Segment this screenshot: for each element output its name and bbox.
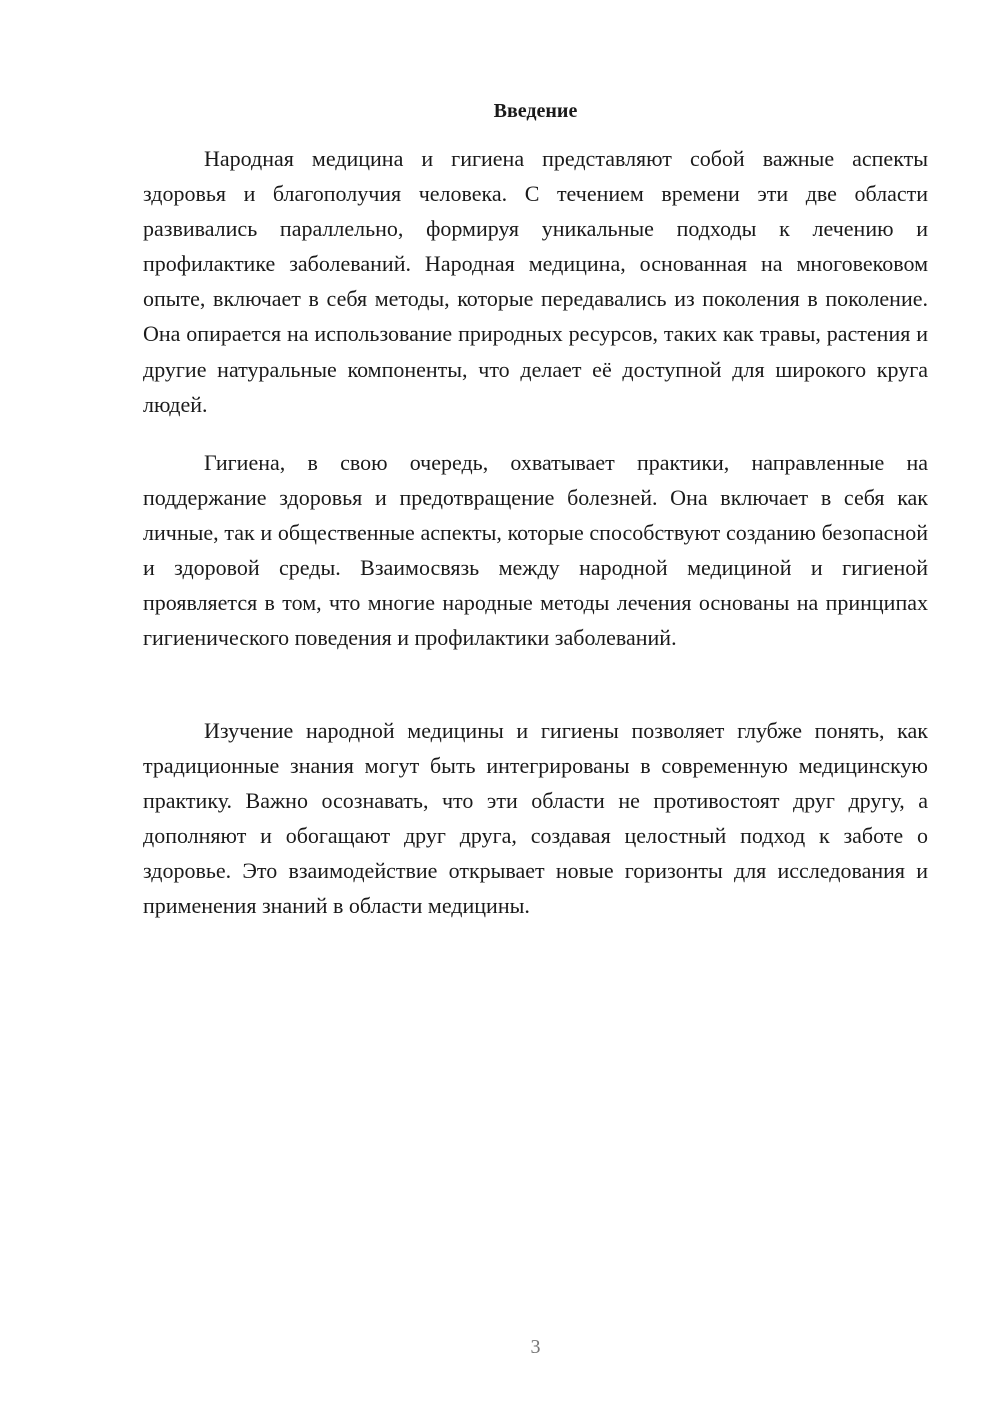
paragraph-folk-medicine: Народная медицина и гигиена представляют собой важные аспекты здоровья и благополучия человека. С течением времени эти две области развивались параллельно, формируя уникальные подходы к лечению и профилактике заболеваний. Народная медицина, основанная на многовековом опыте, включает в себя методы, которые передавались из поколения в поколение. Она опирается на использование природных ресурсов, таких как травы, растения и другие натуральные компоненты, что делает её доступной для широкого круга людей. xyxy=(143,146,928,417)
paragraph-hygiene: Гигиена, в свою очередь, охватывает практики, направленные на поддержание здоровья и предотвращение болезней. Она включает в себя как личные, так и общественные аспекты, которые способствуют созданию безопасной и здоровой среды. Взаимосвязь между народной медициной и гигиеной проявляется в том, что многие народные методы лечения основаны на принципах гигиенического поведения и профилактики заболеваний. xyxy=(143,450,928,651)
page-number: 3 xyxy=(530,1336,541,1358)
page-title: Введение xyxy=(493,100,578,122)
paragraph-integration: Изучение народной медицины и гигиены позволяет глубже понять, как традиционные знания могут быть интегрированы в современную медицинскую практику. Важно осознавать, что эти области не противостоят друг другу, а дополняют и обогащают друг друга, создавая целостный подход к заботе о здоровье. Это взаимодействие открывает новые горизонты для исследования и применения знаний в области медицины. xyxy=(143,718,928,919)
